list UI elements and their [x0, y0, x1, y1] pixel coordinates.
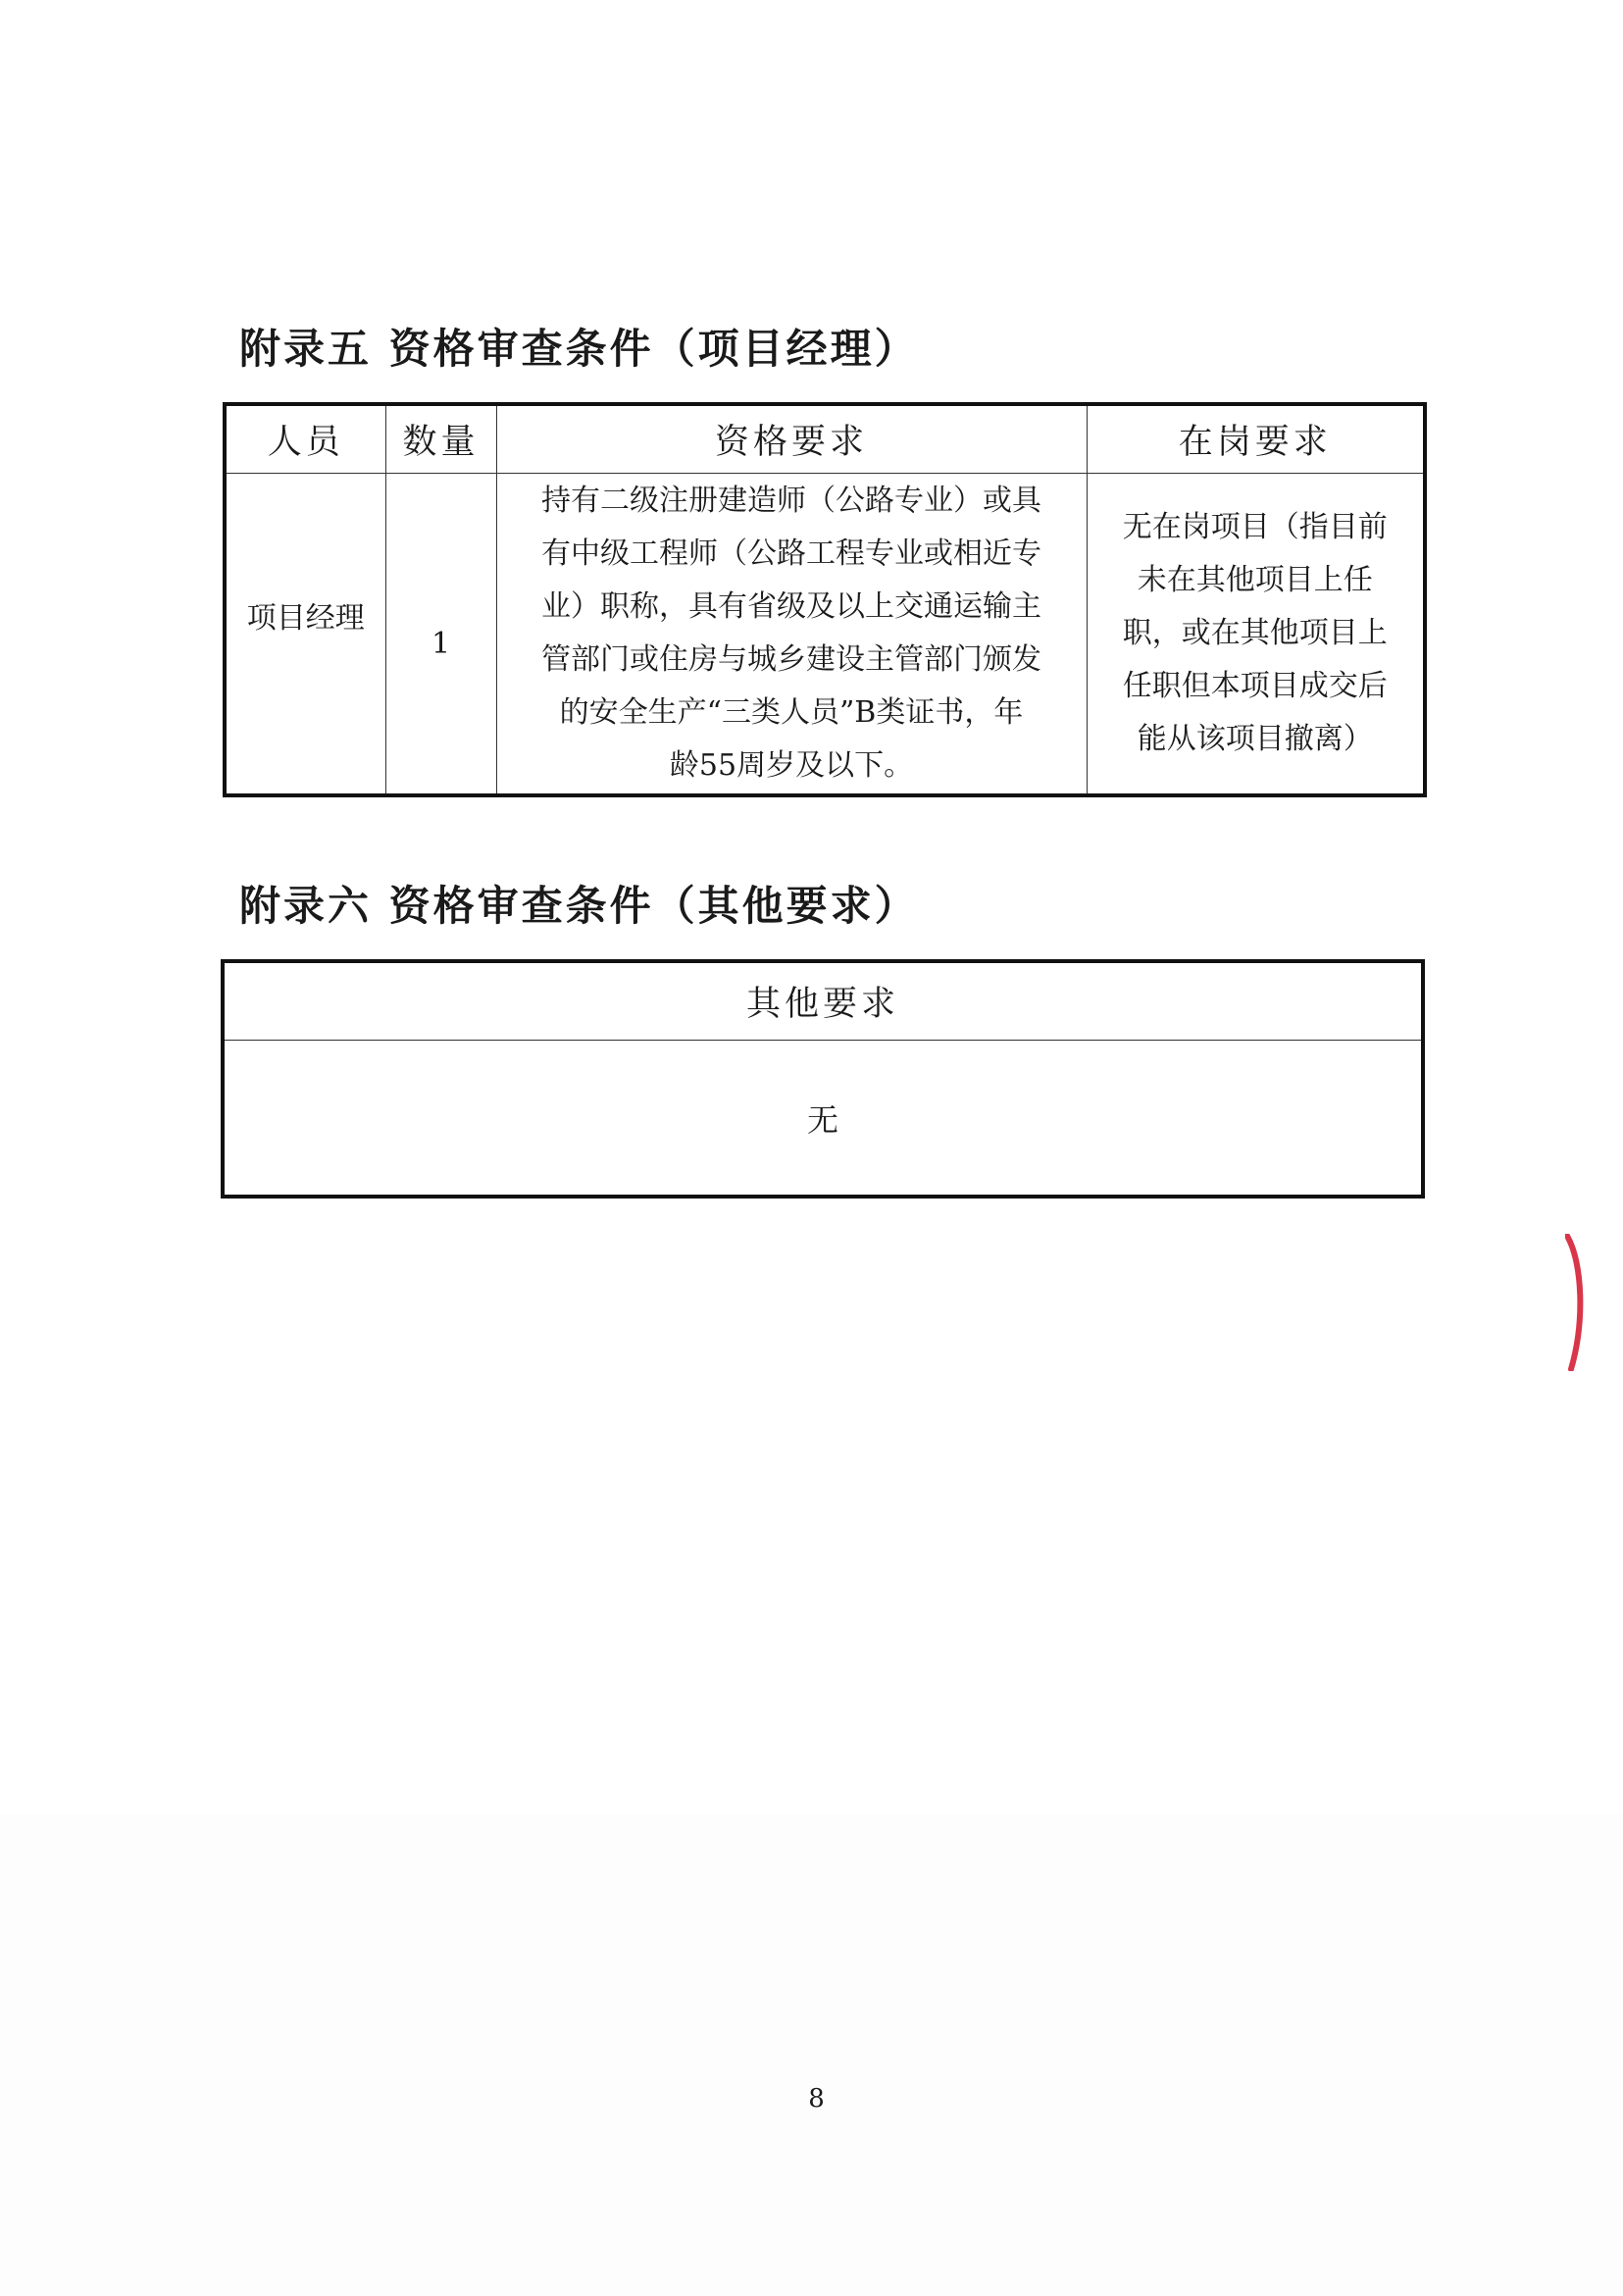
quantity-value: 1	[431, 627, 451, 661]
header-qualification: 资格要求	[496, 404, 1087, 474]
cell-quantity	[385, 474, 496, 796]
on-post-line: 职，或在其他项目上	[1122, 616, 1388, 650]
other-requirements-value: 无	[223, 1041, 1423, 1198]
seal-stamp-fragment	[1565, 1234, 1587, 1371]
appendix6-table	[221, 959, 1425, 1199]
on-post-line: 任职但本项目成交后	[1122, 669, 1388, 703]
on-post-line: 无在岗项目（指目前	[1122, 510, 1388, 544]
appendix5-data-row	[225, 474, 1425, 796]
cell-on-post	[1087, 474, 1425, 796]
on-post-line: 未在其他项目上任	[1137, 563, 1373, 597]
header-other-requirements: 其他要求	[223, 961, 1423, 1041]
page-number: 8	[808, 2084, 825, 2114]
appendix5-table	[223, 402, 1427, 797]
cell-qualification	[496, 474, 1087, 796]
qualification-line: 的安全生产“三类人员”B类证书，年	[559, 695, 1024, 730]
appendix6-title: 附录六 资格审查条件（其他要求）	[239, 882, 919, 930]
appendix6-data-row	[223, 1041, 1423, 1198]
on-post-text	[1107, 501, 1403, 766]
appendix5-header-row	[225, 404, 1425, 474]
qualification-line: 龄55周岁及以下。	[669, 748, 914, 783]
header-on-post: 在岗要求	[1087, 404, 1425, 474]
qualification-text	[528, 475, 1055, 792]
qualification-line: 持有二级注册建造师（公路专业）或具	[541, 484, 1041, 518]
cell-personnel	[225, 474, 385, 796]
appendix5-title: 附录五 资格审查条件（项目经理）	[239, 325, 919, 373]
on-post-line: 能从该项目撤离）	[1137, 722, 1373, 756]
qualification-line: 管部门或住房与城乡建设主管部门颁发	[541, 642, 1041, 677]
qualification-line: 业）职称，具有省级及以上交通运输主	[541, 589, 1041, 624]
header-quantity: 数量	[385, 404, 496, 474]
personnel-value: 项目经理	[246, 601, 365, 636]
header-personnel: 人员	[225, 404, 385, 474]
page-lower-area	[0, 1814, 1623, 2296]
appendix6-header-row	[223, 961, 1423, 1041]
qualification-line: 有中级工程师（公路工程专业或相近专	[541, 536, 1041, 571]
